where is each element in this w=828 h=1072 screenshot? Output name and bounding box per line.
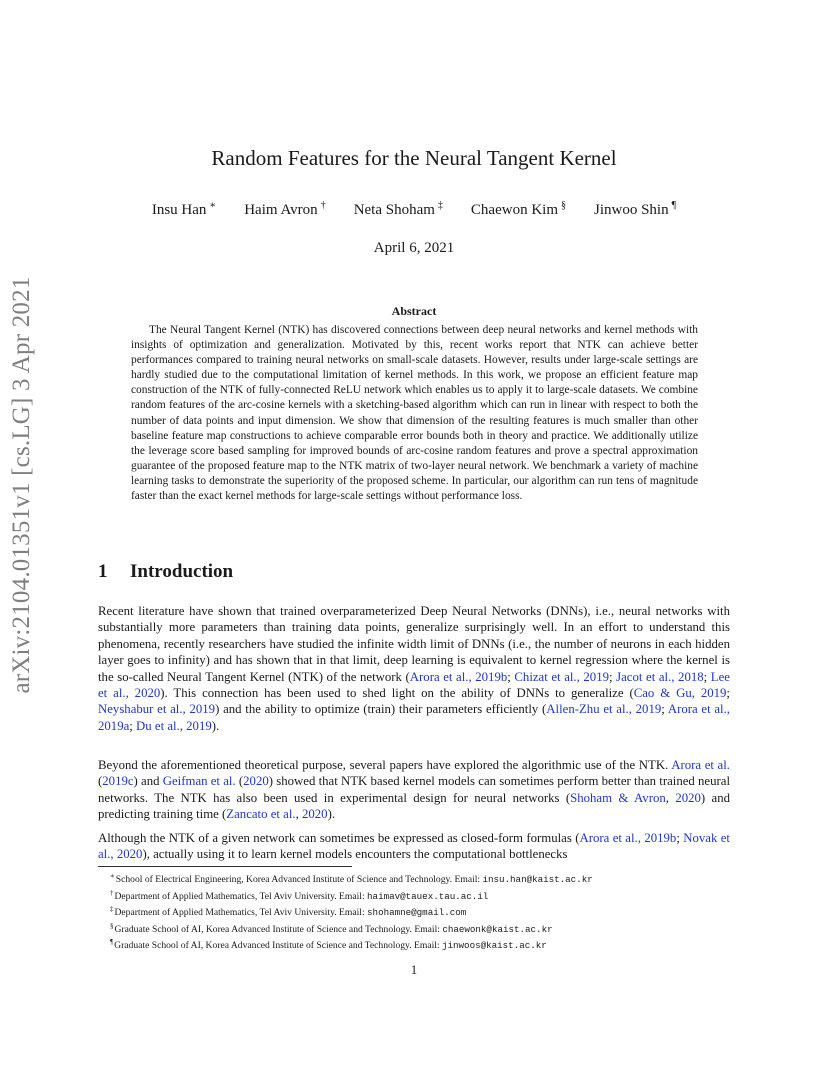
citation-link[interactable]: Du et al., 2019 [136,718,212,733]
citation-link[interactable]: 2020 [301,807,328,822]
page-number: 1 [410,963,418,977]
author: Chaewon Kim § [470,200,566,218]
abstract-text: The Neural Tangent Kernel (NTK) has discovered connections between deep neural networks and kernel methods with insights of optimization and generalization. Motivated by this, recent works report that NTK can achieve better performances compared to training neural networks on small-scale datasets. However, results under large-scale settings are hardly studied due to the computational limitation of kernel methods. In this work, we propose an efficient feature map construction of the NTK of fully-connected ReLU network which enables us to apply it to large-scale datasets. We combine random features of the arc-cosine kernels with a sketching-based algorithm which can run in linear with respect to both the number of data points and input dimension. We show that dimension of the resulting features is much smaller than other baseline feature map constructions to achieve comparable error bounds both in theory and practice. We additionally utilize the leverage score based sampling for improved bounds of arc-cosine random features and prove a spectral approximation guarantee of the proposed feature map to the NTK matrix of two-layer neural network. We benchmark a variety of machine learning tasks to demonstrate the superiority of the proposed scheme. In particular, our algorithm can run tens of magnitude faster than the exact kernel methods for large-scale settings without performance loss. [131,324,698,503]
paper-title: Random Features for the Neural Tangent Kernel [211,146,617,170]
paragraph: Beyond the aforementioned theoretical purpose, several papers have explored the algorithmic use of the NTK. Arora et al. (2019c) and Geifman et al. (2020) showed that NTK based kernel models can sometimes perform better than trained neural networks. The NTK has also been used in experimental design for neural networks (Shoham & Avron, 2020) and predicting training time (Zancato et al., 2020). [98,758,731,822]
email-address: shohamne@gmail.com [367,907,467,919]
author: Jinwoo Shin ¶ [594,200,677,218]
citation-link[interactable]: Cao & Gu, 2019 [633,686,727,701]
section-heading [98,561,233,583]
author-list [0,200,828,219]
section-title: Introduction [130,561,234,582]
footnotes [98,870,738,953]
paper-date: April 6, 2021 [373,240,455,256]
author: Haim Avron † [244,200,326,218]
citation-link[interactable]: Lee et al., 2020 [98,669,730,701]
citation-link[interactable]: Chizat et al., 2019 [514,669,609,684]
abstract-heading: Abstract [391,304,437,318]
author: Insu Han ∗ [151,200,217,218]
citation-link[interactable]: Arora et al. [671,758,730,772]
citation-link[interactable]: Zancato et al. [226,807,296,822]
footnote: †Department of Applied Mathematics, Tel Aviv University. Email: haimav@tauex.tau.ac.il [110,888,489,902]
citation-link[interactable]: Arora et al., 2019a [98,702,730,733]
citation-link[interactable]: 2020 [243,774,269,789]
email-address: insu.han@kaist.ac.kr [482,874,593,885]
abstract [131,323,698,504]
citation-link[interactable]: 2020 [675,790,701,805]
arxiv-id: arXiv:2104.01351v1 [cs.LG] 3 Apr 2021 [8,276,35,694]
citation-link[interactable]: Jacot et al., 2018 [616,669,704,684]
author: Neta Shoham ‡ [353,200,443,218]
citation-link[interactable]: Geifman et al. [162,774,236,789]
email-address: chaewonk@kaist.ac.kr [442,923,553,935]
email-address: jinwoos@kaist.ac.kr [442,940,547,952]
footnote: §Graduate School of AI, Korea Advanced Institute of Science and Technology. Email: chaewonk@kaist.ac.kr [110,921,553,935]
citation-link[interactable]: Neyshabur et al., 2019 [98,702,216,717]
paragraph: Although the NTK of a given network can sometimes be expressed as closed-form formulas (Arora et al., 2019b; Novak et al., 2020), actually using it to learn kernel models encounters the computational bottlenecks [98,831,730,862]
footnote: ‡Department of Applied Mathematics, Tel Aviv University. Email: shohamne@gmail.com [110,905,467,919]
paragraph: Recent literature have shown that trained overparameterized Deep Neural Networks (DNNs), i.e., neural networks with substantially more parameters than training data points, generalize surprisingly well. In an effort to understand this phenomena, recently researchers have studied the infinite width limit of DNNs (i.e., the number of neurons in each hidden layer goes to infinity) and has shown that in that limit, deep learning is equivalent to kernel regression where the kernel is the so-called Neural Tangent Kernel (NTK) of the network (Arora et al., 2019b; Chizat et al., 2019; Jacot et al., 2018; Lee et al., 2020). This connection has been used to shed light on the ability of DNNs to generalize (Cao & Gu, 2019; Neyshabur et al., 2019) and the ability to optimize (train) their parameters efficiently (Allen-Zhu et al., 2019; Arora et al., 2019a; Du et al., 2019). [98,604,730,733]
citation-link[interactable]: 2019c [102,774,134,789]
footnote: ∗School of Electrical Engineering, Korea Advanced Institute of Science and Technology. Email: insu.han@kaist.ac.kr [110,872,593,885]
citation-link[interactable]: Shoham & Avron [570,790,666,805]
section-number: 1 [98,561,108,582]
footnote: ¶Graduate School of AI, Korea Advanced Institute of Science and Technology. Email: jinwoos@kaist.ac.kr [110,938,547,952]
email-address: haimav@tauex.tau.ac.il [367,890,489,902]
footnote-rule [98,866,352,867]
citation-link[interactable]: Arora et al., 2019b [579,831,677,845]
citation-link[interactable]: Arora et al., 2019b [409,669,508,684]
citation-link[interactable]: Allen-Zhu et al., 2019 [546,702,662,717]
citation-link[interactable]: Novak et al., 2020 [98,831,730,862]
